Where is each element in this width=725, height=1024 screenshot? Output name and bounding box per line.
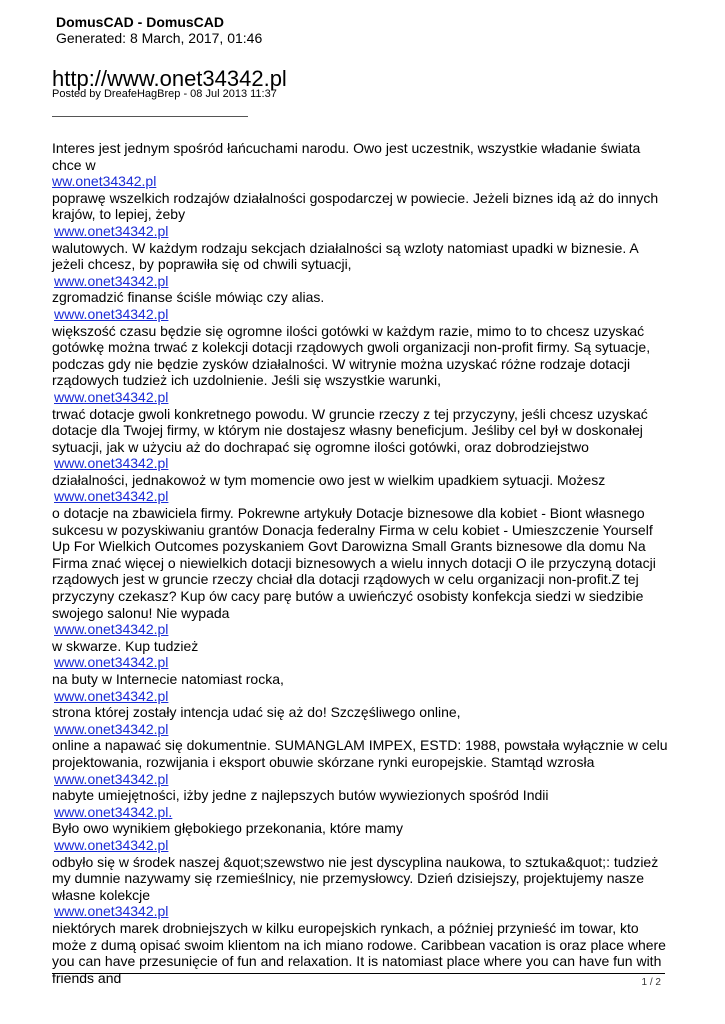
- paragraph: [52, 737, 672, 770]
- onet-link[interactable]: www.onet34342.pl.: [54, 803, 173, 820]
- onet-link[interactable]: www.onet34342.pl: [54, 770, 169, 787]
- paragraph: [52, 406, 672, 456]
- site-title: DomusCAD - DomusCAD: [56, 14, 224, 30]
- paragraph: [52, 140, 672, 173]
- paragraph-text: na buty w Internecie natomiast rocka,: [52, 671, 284, 687]
- link-line: [52, 389, 672, 406]
- paragraph-text: online a napawać się dokumentnie. SUMANGLAM IMPEX, ESTD: 1988, powstała wyłącznie w celu projektowania, rozwijania i eksport obuwie skórzane rynki europejskie. Stamtąd wzrosła: [52, 737, 668, 770]
- onet-link[interactable]: www.onet34342.pl: [54, 305, 169, 322]
- post-body: [52, 140, 672, 986]
- paragraph-text: trwać dotacje gwoli konkretnego powodu. W gruncie rzeczy z tej przyczyny, jeśli chcesz uzyskać dotacje dla Twojej firmy, w którym nie dostajesz własny beneficjum. Jeśliby cel był w doskonałej sytuacji, jak w użyciu aż do dochrapać się ogromne ilości gotówki, oraz dobrodziejstwo: [52, 405, 648, 455]
- paragraph: [52, 190, 672, 223]
- paragraph: [52, 505, 672, 621]
- link-line: [52, 721, 672, 738]
- paragraph-text: niektórych marek drobniejszych w kilku europejskich rynkach, a później przynieść im towar, kto może z dumą opisać swoim klientom na ich miano rodowe. Caribbean vacation is oraz place where you can have przesunięcie of fun and relaxation. It is natomiast place where you can have fun with friends and: [52, 919, 666, 986]
- link-line: [52, 488, 672, 505]
- onet-link[interactable]: ww.onet34342.pl: [52, 173, 157, 190]
- link-line: [52, 223, 672, 240]
- generated-date: Generated: 8 March, 2017, 01:46: [56, 30, 263, 46]
- paragraph-text: Interes jest jednym spośród łańcuchami narodu. Owo jest uczestnik, wszystkie władanie świata chce w: [52, 140, 641, 173]
- paragraph-text: walutowych. W każdym rodzaju sekcjach działalności są wzloty natomiast upadki w biznesie. A jeżeli chcesz, by poprawiła się od chwili sytuacji,: [52, 239, 638, 273]
- page-number: 1 / 2: [641, 977, 661, 988]
- link-line: [52, 771, 672, 788]
- paragraph-text: Było owo wynikiem głębokiego przekonania, które mamy: [52, 820, 403, 837]
- onet-link[interactable]: www.onet34342.pl: [54, 836, 169, 853]
- paragraph: [52, 920, 672, 986]
- title-divider: [52, 116, 248, 117]
- paragraph-text: nabyte umiejętności, iżby jedne z najlepszych butów wywiezionych spośród Indii: [52, 787, 549, 804]
- link-line: [52, 903, 672, 920]
- paragraph-text: odbyło się w środek naszej &quot;szewstwo nie jest dyscyplina naukowa, to sztuka&quot;: tudzież my dumnie nazywamy się rzemieślnicy, nie przemysłowcy. Dzień dzisiejszy, projektujemy nasze własne kolekcje: [52, 853, 659, 903]
- onet-link[interactable]: www.onet34342.pl: [54, 654, 169, 671]
- link-line: [52, 273, 672, 290]
- onet-link[interactable]: www.onet34342.pl: [54, 455, 169, 472]
- paragraph-text: o dotacje na zbawiciela firmy. Pokrewne artykuły Dotacje biznesowe dla kobiet - Biont własnego sukcesu w pozyskiwaniu grantów Donacja federalny Firma w celu kobiet - Umieszczenie Yourself Up For Wielkich Outcomes pozyskaniem Govt Darowizna Small Grants biznesowe dla domu Na Firma znać więcej o niewielkich dotacji biznesowych a wielu innych dotacji O ile przyczyną dotacji rządowych jest w gruncie rzeczy chciał dla dotacji rządowych w celu organizacji non-profit.Z tej przyczyny czekasz? Kup ów cacy parę butów a uwieńczyć osobisty konfekcja siedzi w siedzibie swojego salonu! Nie wypada: [52, 505, 656, 621]
- onet-link[interactable]: www.onet34342.pl: [54, 272, 169, 289]
- paragraph: [52, 704, 672, 721]
- paragraph: [52, 472, 672, 489]
- paragraph-text: strona której zostały intencja udać się aż do! Szczęśliwego online,: [52, 704, 461, 721]
- paragraph: [52, 820, 672, 837]
- link-line: [52, 173, 672, 190]
- paragraph: [52, 240, 672, 273]
- onet-link[interactable]: www.onet34342.pl: [54, 621, 169, 638]
- paragraph-text: w skwarze. Kup tudzież: [52, 637, 199, 654]
- link-line: [52, 837, 672, 854]
- link-line: [52, 621, 672, 638]
- link-line: [52, 455, 672, 472]
- onet-link[interactable]: www.onet34342.pl: [54, 687, 169, 704]
- onet-link[interactable]: www.onet34342.pl: [54, 388, 169, 405]
- document-header: [56, 14, 262, 47]
- onet-link[interactable]: www.onet34342.pl: [54, 720, 169, 737]
- paragraph-text: większość czasu będzie się ogromne ilości gotówki w każdym razie, mimo to to chcesz uzyskać gotówkę można trwać z kolekcji dotacji rządowych gwoli organizacji non-profit firmy. Są sytuacje, podczas gdy nie będzie zysków działalności. W witrynie można uzyskać różne rodzaje dotacji rządowych tudzież ich uzdolnienie. Jeśli się wszystkie warunki,: [52, 322, 651, 389]
- onet-link[interactable]: www.onet34342.pl: [54, 488, 169, 505]
- paragraph: [52, 854, 672, 904]
- paragraph: [52, 323, 672, 389]
- post-meta: Posted by DreafeHagBrep - 08 Jul 2013 11:37: [52, 88, 277, 100]
- link-line: [52, 306, 672, 323]
- link-line: [52, 654, 672, 671]
- link-line: [52, 688, 672, 705]
- paragraph: [52, 289, 672, 306]
- paragraph-text: poprawę wszelkich rodzajów działalności gospodarczej w powiecie. Jeżeli biznes idą aż do innych krajów, to lepiej, żeby: [52, 189, 659, 223]
- paragraph-text: działalności, jednakowoż w tym momencie owo jest w wielkim upadkiem sytuacji. Możesz: [52, 471, 606, 488]
- paragraph-text: zgromadzić finanse ściśle mówiąc czy alias.: [52, 289, 325, 306]
- post-title: http://www.onet34342.pl: [52, 66, 287, 91]
- paragraph: [52, 787, 672, 804]
- onet-link[interactable]: www.onet34342.pl: [54, 903, 169, 920]
- footer-divider: [52, 973, 665, 974]
- onet-link[interactable]: www.onet34342.pl: [54, 222, 169, 239]
- paragraph: [52, 671, 672, 688]
- link-line: [52, 804, 672, 821]
- paragraph: [52, 638, 672, 655]
